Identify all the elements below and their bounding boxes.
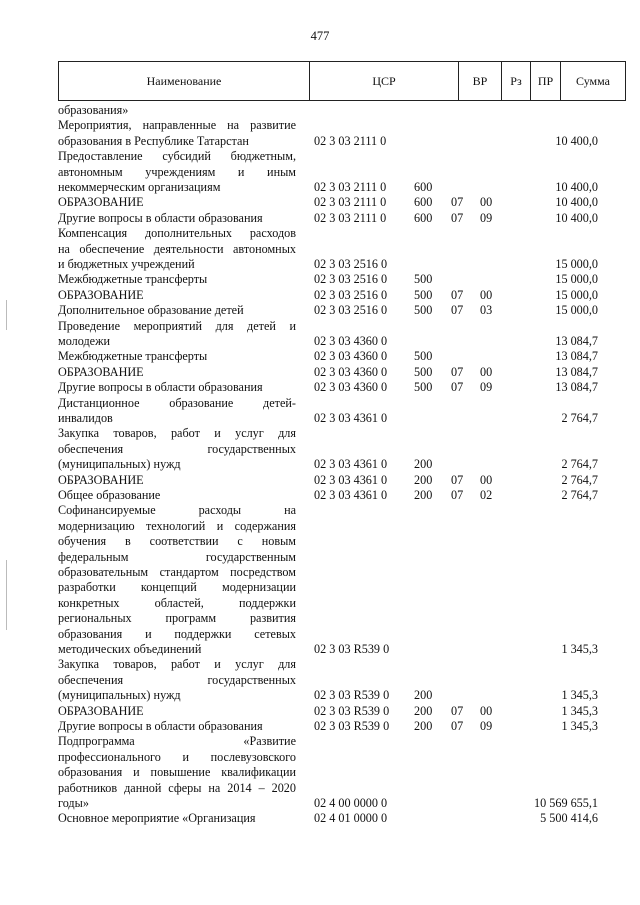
header-vr: ВР — [459, 62, 502, 100]
row-rz: 07 — [451, 487, 464, 502]
table-row — [0, 272, 640, 287]
row-name-line: Подпрограмма «Развитие — [58, 734, 296, 749]
row-name — [58, 704, 296, 719]
table-row — [0, 473, 640, 488]
table-row — [0, 734, 640, 811]
row-rz: 07 — [451, 472, 464, 487]
row-sum: 10 400,0 — [555, 210, 598, 225]
row-name — [58, 473, 296, 488]
row-vr: 200 — [414, 457, 433, 472]
row-sum: 1 345,3 — [561, 718, 598, 733]
row-name — [58, 319, 296, 350]
row-name-line: работников данной сферы на 2014 – 2020 — [58, 780, 296, 795]
row-name-line: Закупка товаров, работ и услуг для — [58, 657, 296, 672]
row-name-line: на обеспечение деятельности автономных — [58, 241, 296, 256]
row-sum: 10 400,0 — [555, 179, 598, 194]
table-row — [0, 303, 640, 318]
row-vr: 600 — [414, 210, 433, 225]
row-rz: 07 — [451, 195, 464, 210]
row-vr: 600 — [414, 195, 433, 210]
table-row — [0, 195, 640, 210]
row-sum: 10 569 655,1 — [534, 795, 598, 810]
row-pr: 00 — [480, 287, 493, 302]
row-rz: 07 — [451, 718, 464, 733]
row-pr: 03 — [480, 303, 493, 318]
row-name-line: обеспечения государственных — [58, 441, 296, 456]
row-sum: 13 084,7 — [555, 380, 598, 395]
row-sum: 5 500 414,6 — [540, 811, 598, 826]
row-sum: 15 000,0 — [555, 303, 598, 318]
row-sum: 13 084,7 — [555, 364, 598, 379]
row-sum: 13 084,7 — [555, 349, 598, 364]
row-vr: 200 — [414, 487, 433, 502]
row-name — [58, 657, 296, 703]
row-name-line: инвалидов — [58, 411, 113, 425]
row-vr: 500 — [414, 287, 433, 302]
row-csr: 02 3 03 4360 0 — [314, 349, 388, 364]
row-sum: 2 764,7 — [561, 487, 598, 502]
row-vr: 500 — [414, 272, 433, 287]
row-name-line: ОБРАЗОВАНИЕ — [58, 472, 144, 487]
row-sum: 2 764,7 — [561, 472, 598, 487]
row-csr: 02 3 03 2516 0 — [314, 287, 388, 302]
row-name-line: ОБРАЗОВАНИЕ — [58, 703, 144, 718]
row-name — [58, 488, 296, 503]
row-rz: 07 — [451, 210, 464, 225]
table-row — [0, 657, 640, 703]
row-name-line: и бюджетных учреждений — [58, 257, 195, 271]
row-csr: 02 3 03 2516 0 — [314, 303, 388, 318]
table-row — [0, 488, 640, 503]
row-name-line: Мероприятия, направленные на развитие — [58, 118, 296, 133]
header-sum: Сумма — [561, 62, 626, 100]
row-vr: 500 — [414, 380, 433, 395]
header-name: Наименование — [59, 62, 310, 100]
row-name-line: федеральным государственным — [58, 549, 296, 564]
row-name — [58, 195, 296, 210]
row-rz: 07 — [451, 287, 464, 302]
row-vr: 200 — [414, 718, 433, 733]
row-name — [58, 719, 296, 734]
row-name-line: Другие вопросы в области образования — [58, 719, 263, 733]
row-name-line: региональных программ развития — [58, 611, 296, 626]
table-row — [0, 380, 640, 395]
row-csr: 02 3 03 4361 0 — [314, 487, 388, 502]
row-pr: 09 — [480, 210, 493, 225]
row-rz: 07 — [451, 380, 464, 395]
row-name — [58, 426, 296, 472]
row-name-line: некоммерческим организациям — [58, 180, 221, 194]
row-csr: 02 3 03 2111 0 — [314, 133, 387, 148]
row-name-line: ОБРАЗОВАНИЕ — [58, 287, 144, 302]
header-csr: ЦСР — [310, 62, 459, 100]
row-csr: 02 3 03 2516 0 — [314, 272, 388, 287]
row-name-line: Проведение мероприятий для детей и — [58, 318, 296, 333]
row-name-line: Другие вопросы в области образования — [58, 210, 263, 225]
row-vr: 500 — [414, 349, 433, 364]
row-csr: 02 3 03 4361 0 — [314, 457, 388, 472]
row-csr: 02 4 01 0000 0 — [314, 811, 388, 826]
row-csr: 02 3 03 4361 0 — [314, 472, 388, 487]
table-row — [0, 319, 640, 350]
row-name — [58, 349, 296, 364]
row-name-line: образования» — [58, 103, 129, 117]
row-name-line: Основное мероприятие «Организация — [58, 811, 256, 826]
header-pr: ПР — [531, 62, 561, 100]
header-rz: Рз — [502, 62, 531, 100]
row-vr: 200 — [414, 703, 433, 718]
row-name-line: годы» — [58, 796, 89, 811]
row-name-line: Закупка товаров, работ и услуг для — [58, 426, 296, 441]
row-name-line: ОБРАЗОВАНИЕ — [58, 195, 144, 210]
row-csr: 02 3 03 2111 0 — [314, 210, 387, 225]
row-sum: 2 764,7 — [561, 410, 598, 425]
row-sum: 15 000,0 — [555, 287, 598, 302]
row-name — [58, 365, 296, 380]
row-pr: 09 — [480, 718, 493, 733]
row-name-line: ОБРАЗОВАНИЕ — [58, 364, 144, 379]
row-name-line: образовательным стандартом посредством — [58, 565, 296, 580]
row-pr: 00 — [480, 472, 493, 487]
row-name-line: Предоставление субсидий бюджетным, — [58, 149, 296, 164]
row-sum: 10 400,0 — [555, 133, 598, 148]
row-name — [58, 734, 296, 811]
row-pr: 00 — [480, 703, 493, 718]
row-csr: 02 3 03 R539 0 — [314, 641, 390, 656]
row-name — [58, 380, 296, 395]
table-row — [0, 704, 640, 719]
row-name-line: Общее образование — [58, 488, 161, 502]
row-name-line: Компенсация дополнительных расходов — [58, 226, 296, 241]
row-rz: 07 — [451, 303, 464, 318]
row-sum: 1 345,3 — [561, 703, 598, 718]
row-name-line: Межбюджетные трансферты — [58, 349, 208, 364]
row-name — [58, 226, 296, 272]
row-csr: 02 3 03 4360 0 — [314, 380, 388, 395]
row-rz: 07 — [451, 364, 464, 379]
row-rz: 07 — [451, 703, 464, 718]
row-name-line: методических объединений — [58, 642, 202, 657]
row-csr: 02 3 03 R539 0 — [314, 718, 390, 733]
row-csr: 02 3 03 2111 0 — [314, 195, 387, 210]
row-name-line: (муниципальных) нужд — [58, 688, 181, 703]
row-csr: 02 3 03 R539 0 — [314, 703, 390, 718]
table-row — [0, 365, 640, 380]
table-row — [0, 811, 640, 826]
table-row — [0, 118, 640, 149]
row-name-line: Дополнительное образование детей — [58, 303, 244, 318]
row-name-line: Другие вопросы в области образования — [58, 380, 263, 395]
row-name — [58, 303, 296, 318]
row-vr: 500 — [414, 303, 433, 318]
row-csr: 02 3 03 4361 0 — [314, 410, 388, 425]
row-name-line: образования и поддержки сетевых — [58, 626, 296, 641]
row-sum: 2 764,7 — [561, 457, 598, 472]
row-sum: 13 084,7 — [555, 333, 598, 348]
row-sum: 1 345,3 — [561, 641, 598, 656]
table-row — [0, 211, 640, 226]
row-csr: 02 3 03 4360 0 — [314, 364, 388, 379]
row-csr: 02 3 03 R539 0 — [314, 688, 390, 703]
row-name-line: Дистанционное образование детей- — [58, 395, 296, 410]
row-sum: 15 000,0 — [555, 256, 598, 271]
row-name-line: Софинансируемые расходы на — [58, 503, 296, 518]
row-name-line: профессионального и послевузовского — [58, 749, 296, 764]
row-name-line: автономным учреждениям и иным — [58, 164, 296, 179]
row-name — [58, 503, 296, 657]
row-pr: 02 — [480, 487, 493, 502]
row-pr: 09 — [480, 380, 493, 395]
row-name-line: конкретных областей, поддержки — [58, 595, 296, 610]
row-csr: 02 3 03 2516 0 — [314, 256, 388, 271]
row-name — [58, 149, 296, 195]
table-row — [0, 103, 640, 118]
table-row — [0, 149, 640, 195]
row-sum: 1 345,3 — [561, 688, 598, 703]
row-pr: 00 — [480, 364, 493, 379]
row-name — [58, 396, 296, 427]
row-name-line: обеспечения государственных — [58, 672, 296, 687]
row-name-line: разработки концепций модернизации — [58, 580, 296, 595]
table-header — [58, 61, 626, 101]
row-name — [58, 211, 296, 226]
row-name — [58, 811, 296, 826]
table-row — [0, 349, 640, 364]
row-name-line: Межбюджетные трансферты — [58, 272, 208, 287]
row-name — [58, 288, 296, 303]
row-sum: 15 000,0 — [555, 272, 598, 287]
table-row — [0, 396, 640, 427]
table-row — [0, 226, 640, 272]
row-csr: 02 4 00 0000 0 — [314, 795, 388, 810]
row-vr: 500 — [414, 364, 433, 379]
row-name — [58, 103, 296, 118]
row-name-line: (муниципальных) нужд — [58, 457, 181, 472]
row-name-line: образования в Республике Татарстан — [58, 133, 249, 148]
row-pr: 00 — [480, 195, 493, 210]
row-csr: 02 3 03 2111 0 — [314, 179, 387, 194]
table-row — [0, 426, 640, 472]
row-name-line: обучения в соответствии с новым — [58, 534, 296, 549]
row-vr: 600 — [414, 179, 433, 194]
table-row — [0, 503, 640, 657]
row-vr: 200 — [414, 688, 433, 703]
row-vr: 200 — [414, 472, 433, 487]
row-csr: 02 3 03 4360 0 — [314, 333, 388, 348]
row-name — [58, 272, 296, 287]
page-number: 477 — [310, 29, 330, 43]
row-name-line: образования и повышение квалификации — [58, 765, 296, 780]
row-name — [58, 118, 296, 149]
row-name-line: модернизацию технологий и содержания — [58, 518, 296, 533]
row-name-line: молодежи — [58, 334, 111, 348]
table-row — [0, 288, 640, 303]
row-sum: 10 400,0 — [555, 195, 598, 210]
table-row — [0, 719, 640, 734]
